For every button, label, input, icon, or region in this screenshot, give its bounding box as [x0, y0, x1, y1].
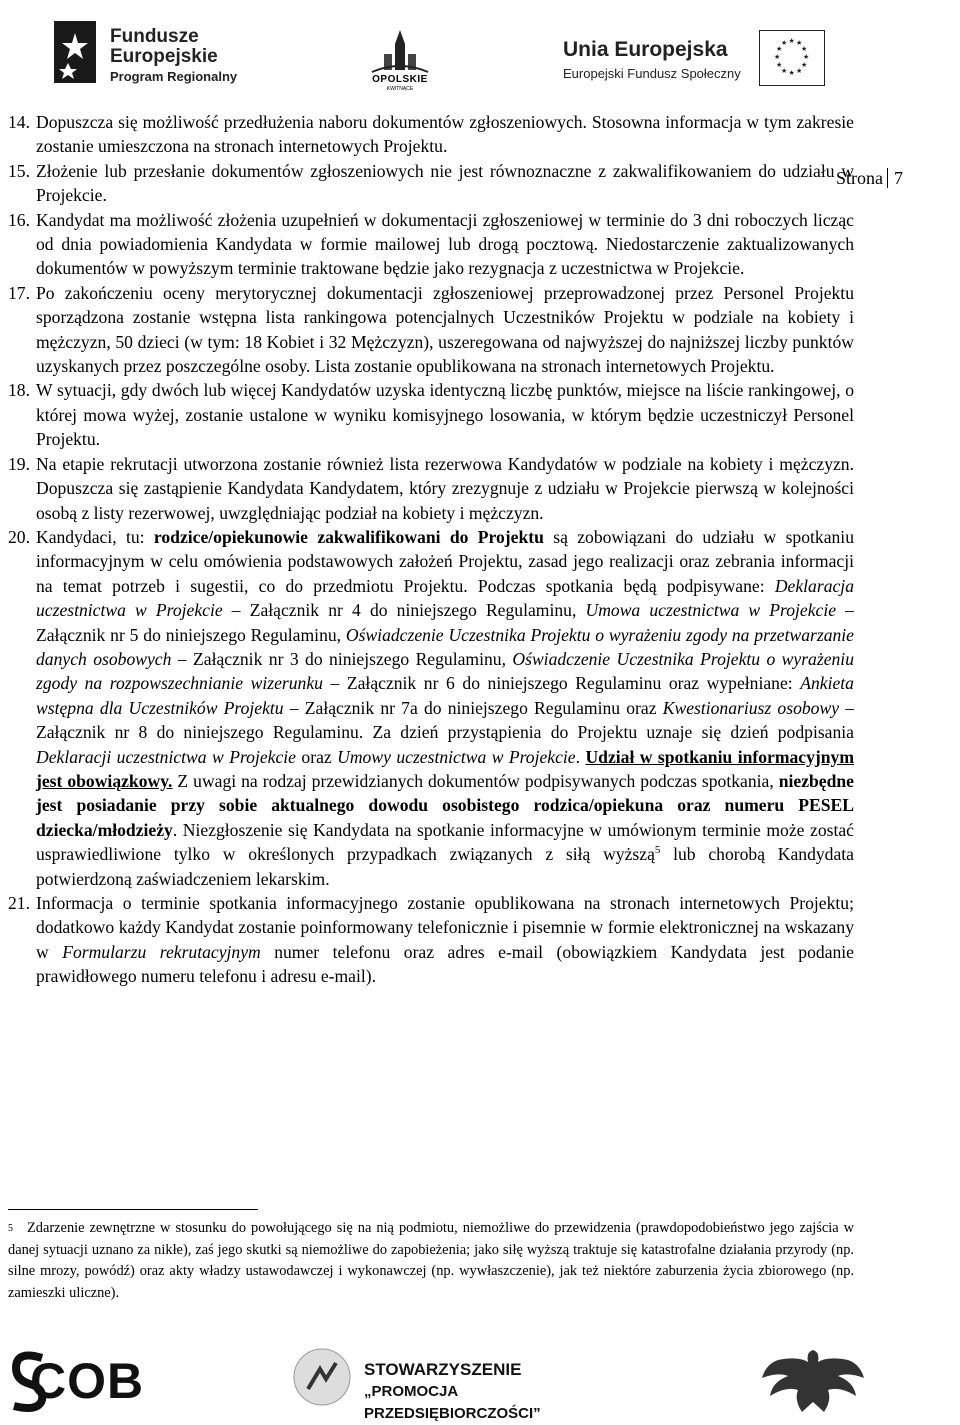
item-text: Po zakończeniu oceny merytorycznej dokumentacji zgłoszeniowej przeprowadzonej przez Personel Projektu sporządzona zostanie wstępna lista rankingowa potencjalnych Uczestników Projektu w podziale na kobiety i mężczyzn, 50 dzieci (w tym: 18 Kobiet i 32 Mężczyzn), uszeregowana od najwyższej do najniższej liczby punktów uzyskanych przez poszczególne osoby. Lista zostanie opublikowana na stronach internetowych Projektu.: [36, 282, 854, 377]
cob-text: COB: [30, 1353, 145, 1409]
item-text: W sytuacji, gdy dwóch lub więcej Kandydatów uzyska identyczną liczbę punktów, miejsce na liście rankingowej, o której mowa wyżej, zostanie ustalone w wyniku komisyjnego losowania, w którym będzie uczestniczył Personel Projektu.: [36, 380, 854, 450]
item-number: 14.: [8, 112, 30, 132]
footnote-separator: [8, 1209, 258, 1210]
item-text: Kandydat ma możliwość złożenia uzupełnień w dokumentacji zgłoszeniowej w terminie do 3 dni roboczych licząc od dnia powiadomienia Kandydata w formie mailowej lub drogą pocztową. Niedostarczenie zaktualizowanych dokumentów w powyższym terminie traktowane będzie jako rezygnacja z uczestnictwa w Projekcie.: [36, 209, 854, 279]
eu-flag-icon: [759, 30, 825, 86]
svg-text:★: ★: [788, 69, 795, 77]
list-item-17: [8, 281, 854, 379]
footnote-number: 5: [8, 1223, 13, 1234]
opolskie-subtext: KWITNĄCE: [386, 86, 414, 92]
spp-emblem-icon: [290, 1345, 354, 1409]
item-number: 15.: [8, 160, 30, 181]
bold-run: niezbędne jest posiadanie przy sobie aktualnego dowodu osobistego rodzica/opiekuna oraz numeru PESEL dziecka/młodzieży: [36, 770, 854, 840]
text-run: lub chorobą Kandydata potwierdzoną zaświadczeniem lekarskim.: [36, 844, 854, 889]
list-item-14: [8, 110, 854, 159]
footnote-text: Zdarzenie zewnętrzne w stosunku do powołującego się na nią podmiotu, niemożliwe do przewidzenia (prawdopodobieństwo jego zajścia w danej sytuacji uznano za nikłe), zaś jego skutki są niemożliwe do zapobieżenia; jako siłę wyższą traktuje się katastrofalne działania przyrody (np. silne mrozy, powódź) oraz akty władzy ustawodawczej i wykonawczej (np. wywłaszczenie), jak też niektóre zaburzenia życia zbiorowego (np. zamieszki uliczne).: [8, 1220, 854, 1301]
svg-text:★: ★: [776, 45, 783, 53]
item-text: Dopuszcza się możliwość przedłużenia naboru dokumentów zgłoszeniowych. Stosowna informacja w tym zakresie zostanie umieszczona na stronach internetowych Projektu.: [36, 112, 854, 157]
list-item-21: [8, 891, 854, 989]
fe-line2: Europejskie: [110, 45, 218, 67]
item-number: 21.: [8, 893, 30, 913]
eagle-icon: [758, 1342, 868, 1418]
text-run: numer telefonu oraz adres e-mail (obowiązkiem Kandydata jest podanie prawidłowego numeru telefonu i adresu e-mail).: [36, 941, 854, 987]
text-run: .: [575, 746, 586, 767]
item-number: 19.: [8, 453, 30, 474]
text-run: – Załącznik nr 5 do niniejszego Regulaminu,: [36, 600, 854, 645]
svg-text:★: ★: [801, 61, 808, 69]
item-text: Na etapie rekrutacji utworzona zostanie również lista rezerwowa Kandydatów w podziale na kobiety i mężczyzn. Dopuszcza się zastąpienie Kandydata Kandydatem, który zrezygnuje z udziału w Projekcie pierwszą w kolejności osobą z listy rezerwowej, uwzględniając podział na kobiety i mężczyzn.: [36, 453, 854, 523]
text-run: Informacja o terminie spotkania informacyjnego zostanie opublikowana na stronach internetowych Projektu; dodatkowo każdy Kandydat zostanie poinformowany telefonicznie i pisemnie w formie elektronicznej na wskazany w: [36, 893, 854, 962]
svg-text:★: ★: [803, 53, 810, 61]
unia-europejska-logo: [563, 30, 833, 90]
page-header: [0, 0, 960, 100]
item-text: Złożenie lub przesłanie dokumentów zgłoszeniowych nie jest równoznaczne z zakwalifikowaniem do udziału w Projekcie.: [36, 160, 854, 206]
text-run: – Załącznik nr 4 do niniejszego Regulaminu,: [222, 600, 586, 621]
svg-text:★: ★: [774, 53, 781, 61]
underlined-bold-run: Udział w spotkaniu informacyjnym jest obowiązkowy.: [36, 746, 854, 791]
fe-star-icon: [48, 17, 106, 87]
ue-line1: Unia Europejska: [563, 38, 728, 61]
page-number: 7: [887, 168, 903, 188]
italic-run: Deklaracja uczestnictwa w Projekcie: [36, 575, 854, 621]
bold-run: rodzice/opiekunowie zakwalifikowani do Projektu: [153, 526, 544, 547]
item-number: 16.: [8, 209, 30, 230]
italic-run: Ankieta wstępna dla Uczestników Projektu: [36, 673, 854, 718]
italic-run: Kwestionariusz osobowy: [662, 697, 840, 718]
svg-text:★: ★: [776, 61, 783, 69]
italic-run: Oświadczenie Uczestnika Projektu o wyrażeniu zgody na przetwarzanie danych osobowych: [36, 624, 854, 669]
italic-run: Oświadczenie Uczestnika Projektu o wyrażeniu zgody na rozpowszechnianie wizerunku: [36, 648, 854, 694]
footnote: [8, 1218, 854, 1304]
text-run: – Załącznik nr 7a do niniejszego Regulaminu oraz: [283, 697, 663, 718]
footnote-ref[interactable]: 5: [654, 844, 661, 857]
svg-text:★: ★: [781, 39, 788, 47]
stowarzyszenie-logo: [290, 1345, 620, 1422]
item-number: 17.: [8, 282, 30, 303]
ue-line2: Europejski Fundusz Społeczny: [563, 66, 741, 81]
text-run: są zobowiązani do udziału w spotkaniu informacyjnym w celu omówienia podstawowych założeń Projektu, zasad jego realizacji oraz zebrania informacji na temat potrzeb i sugestii, co do przedmiotu Projektu. Podczas spotkania będą podpisywane:: [36, 526, 854, 596]
document-body: [8, 110, 854, 989]
list-item-18: [8, 378, 854, 451]
list-item-16: [8, 208, 854, 281]
page-word: Strona: [836, 168, 883, 188]
italic-run: Formularzu rekrutacyjnym: [62, 941, 261, 962]
eagle-emblem: [758, 1342, 868, 1418]
italic-run: Umowa uczestnictwa w Projekcie: [585, 600, 837, 621]
spp-line2: „PROMOCJA PRZEDSIĘBIORCZOŚCI”: [364, 1383, 541, 1422]
list-item-20: [8, 525, 854, 891]
text-run: Kandydaci, tu:: [36, 526, 154, 547]
text-run: – Załącznik nr 3 do niniejszego Regulaminu,: [171, 648, 513, 669]
italic-run: Deklaracji uczestnictwa w Projekcie: [36, 746, 296, 767]
svg-text:★: ★: [781, 67, 788, 75]
cob-logo: [8, 1348, 178, 1414]
text-run: – Załącznik nr 6 do niniejszego Regulaminu oraz wypełniane:: [322, 673, 801, 694]
spp-line1: STOWARZYSZENIE: [364, 1360, 522, 1379]
svg-text:★: ★: [796, 67, 803, 75]
list-item-19: [8, 452, 854, 525]
list-item-15: [8, 159, 854, 208]
opolskie-tower-icon: [370, 30, 430, 74]
opolskie-logo: [345, 30, 455, 92]
text-run: – Załącznik nr 8 do niniejszego Regulaminu. Za dzień przystąpienia do Projektu uznaje się dzień podpisania: [36, 697, 855, 743]
text-run: Z uwagi na rodzaj przewidzianych dokumentów podpisywanych podczas spotkania,: [172, 770, 779, 791]
opolskie-text: OPOLSKIE: [372, 74, 428, 85]
text-run: . Niezgłoszenie się Kandydata na spotkanie informacyjne w umówionym terminie może zostać usprawiedliwione tylko w określonych przypadkach związanych z siłą wyższą: [36, 819, 854, 865]
svg-text:★: ★: [788, 37, 795, 45]
item-number: 18.: [8, 380, 30, 401]
item-number: 20.: [8, 526, 30, 547]
italic-run: Umowy uczestnictwa w Projekcie: [337, 746, 576, 767]
text-run: oraz: [295, 746, 338, 767]
svg-text:★: ★: [796, 39, 803, 47]
svg-text:★: ★: [801, 45, 808, 53]
fe-line1: Fundusze: [110, 26, 199, 47]
fundusze-europejskie-logo: [48, 15, 238, 90]
fe-line3: Program Regionalny: [110, 68, 238, 84]
